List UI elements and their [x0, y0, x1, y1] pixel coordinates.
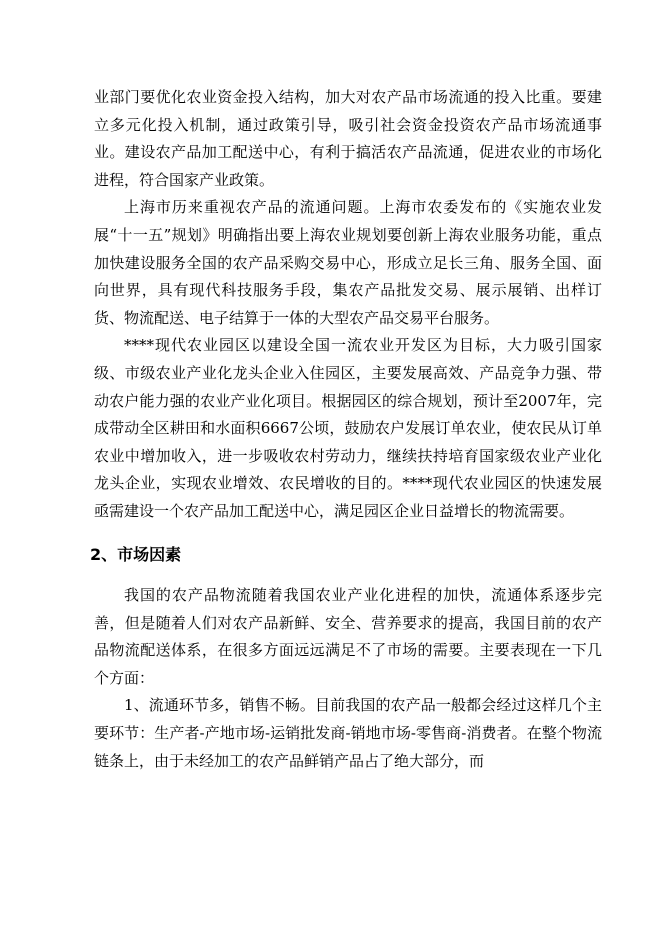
paragraph-agricultural-park: ****现代农业园区以建设全国一流农业开发区为目标，大力吸引国家级、市级农业产业化龙头企业入住园区，主要发展高效、产品竞争力强、带动农户能力强的农业产业化项目。根据园区的综合规划，预计至2007年，完成带动全区耕田和水面积6667公顷，鼓励农户发展订单农业，使农民从订单农业中增加收入，进一步吸收农村劳动力，继续扶持培育国家级农业产业化龙头企业，实现农业增效、农民增收的目的。****现代农业园区的快速发展亟需建设一个农产品加工配送中心，满足园区企业日益增长的物流需要。 [94, 336, 602, 520]
paragraph-shanghai-plan: 上海市历来重视农产品的流通问题。上海市农委发布的《实施农业发展“十一五”规划》明确指出要上海农业规划要创新上海农业服务功能，重点加快建设服务全国的农产品采购交易中心，形成立足长三角、服务全国、面向世界，具有现代科技服务手段，集农产品批发交易、展示展销、出样订货、物流配送、电子结算于一体的大型农产品交易平台服务。 [94, 198, 602, 327]
paragraph-policy-continued: 业部门要优化农业资金投入结构，加大对农产品市场流通的投入比重。要建立多元化投入机制，通过政策引导，吸引社会资金投资农产品市场流通事业。建设农产品加工配送中心，有利于搞活农产品流通，促进农业的市场化进程，符合国家产业政策。 [94, 88, 602, 189]
section-heading-market-factors: 2、市场因素 [90, 544, 182, 564]
paragraph-market-overview: 我国的农产品物流随着我国农业产业化进程的加快，流通体系逐步完善，但是随着人们对农产品新鲜、安全、营养要求的提高，我国目前的农产品物流配送体系，在很多方面远远满足不了市场的需要。主要表现在一下几个方面： [94, 586, 602, 687]
document-page [90, 84, 602, 775]
paragraph-point-one: 1、流通环节多，销售不畅。目前我国的农产品一般都会经过这样几个主要环节：生产者-产地市场-运销批发商-销地市场-零售商-消费者。在整个物流链条上，由于未经加工的农产品鲜销产品占了绝大部分，而 [94, 696, 602, 770]
